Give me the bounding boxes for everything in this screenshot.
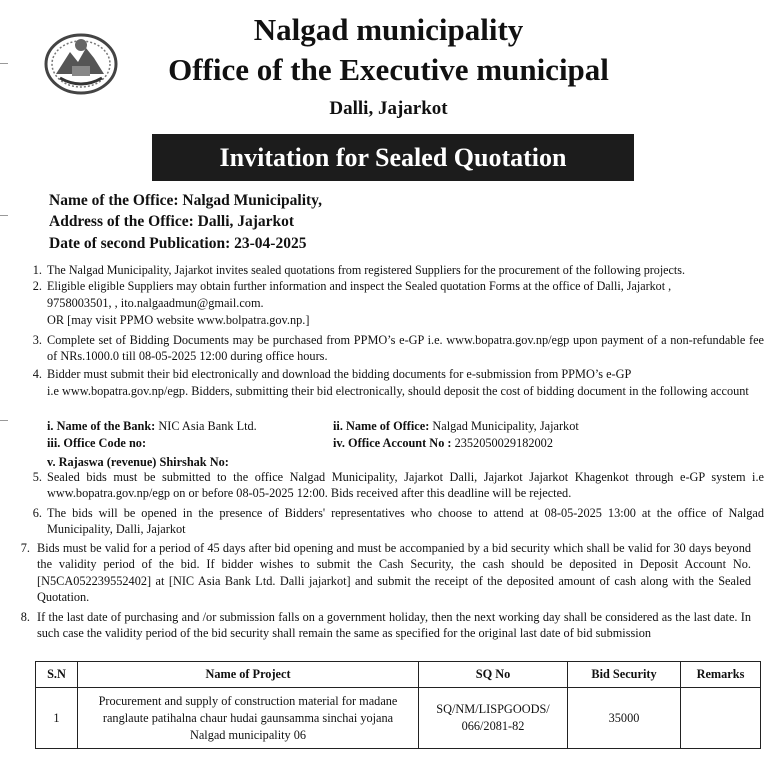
project-line: Procurement and supply of construction material for madane (98, 693, 398, 708)
bank-name-label: i. Name of the Bank: (47, 419, 156, 433)
cell-sq-no (419, 688, 568, 749)
clause-text: OR [may visit PPMO website www.bolpatra.gov.np.] (47, 313, 310, 327)
clause-number: 5. (32, 470, 42, 484)
office-account-value: 2352050029182002 (454, 436, 553, 450)
sq-line: 066/2081-82 (461, 719, 525, 733)
clause-text: The bids will be opened in the presence of Bidders' representatives who choose to attend at 08-05-2025 13:00 at the office of Nalgad Municipality, Dalli, Jajarkot (47, 506, 764, 536)
margin-rule (0, 63, 8, 64)
clause-text: Bids must be valid for a period of 45 days after bid opening and must be accompanied by a bid security which shall be valid for 30 days beyond the validity period of the bid. If bidder wishes to submit the Cash Security, the cash should be deposited in Deposit Account No.[N5CA052239552402] at [NIC Asia Bank Ltd. Dalli jajarkot] and submit the receipt of the deposited amount of cash along with the Sealed Quotation. (37, 541, 751, 604)
clause-text: 9758003501, , ito.nalgaadmun@gmail.com. (47, 296, 264, 310)
col-header-sn: S.N (36, 662, 78, 688)
office-name-line: Name of the Office: Nalgad Municipality, (49, 192, 322, 209)
margin-rule (0, 215, 8, 216)
cell-remarks (681, 688, 761, 749)
clause-text: The Nalgad Municipality, Jajarkot invites sealed quotations from registered Suppliers for the procurement of the following projects. (47, 263, 685, 277)
rajaswa-shirshak (47, 455, 229, 471)
clause-text: Complete set of Bidding Documents may be purchased from PPMO’s e-GP i.e. www.bopatra.gov.np/egp upon payment of a non-refundable fee of NRs.1000.0 till 08-05-2025 12:00 during office hours. (47, 333, 764, 363)
bank-name (47, 419, 257, 435)
office-code (47, 436, 146, 452)
office-address-line: Address of the Office: Dalli, Jajarkot (49, 213, 295, 230)
office-title: Office of the Executive municipal (168, 52, 609, 87)
clause-number: 2. (32, 279, 42, 293)
office-name (333, 419, 579, 435)
office-account-label: iv. Office Account No : (333, 436, 452, 450)
col-header-remarks: Remarks (681, 662, 761, 688)
table-header-row (36, 662, 761, 688)
clause-number: 1. (32, 263, 42, 277)
clause-number: 7. (20, 541, 30, 555)
col-header-project: Name of Project (78, 662, 419, 688)
publication-date-line: Date of second Publication: 23-04-2025 (49, 235, 307, 252)
sq-line: SQ/NM/LISPGOODS/ (436, 702, 550, 716)
notice-banner: Invitation for Sealed Quotation (152, 134, 634, 181)
municipality-name: Nalgad municipality (253, 12, 524, 47)
project-table (35, 661, 761, 749)
cell-bid-security: 35000 (568, 688, 681, 749)
clause-number: 3. (32, 333, 42, 347)
col-header-sq-no: SQ No (419, 662, 568, 688)
office-code-label: iii. Office Code no: (47, 436, 147, 450)
rajaswa-label: v. Rajaswa (revenue) Shirshak No: (47, 455, 229, 469)
clause-text: i.e www.bopatra.gov.np/egp. Bidders, submitting their bid electronically, should deposit the cost of bidding document in the following account (47, 384, 749, 398)
margin-rule (0, 420, 8, 421)
clause-number: 6. (32, 506, 42, 520)
clause-number: 8. (20, 610, 30, 624)
cell-sn: 1 (36, 688, 78, 749)
project-line: ranglaute patihalna chaur hudai gaunsamma sinchai yojana (102, 710, 394, 725)
col-header-bid-security: Bid Security (568, 662, 681, 688)
clause-text: Sealed bids must be submitted to the office Nalgad Municipality, Jajarkot Dalli, Jajarkot Jajarkot Khagenkot through e-GP system i.e www.bopatra.gov.np/egp on or before 08-05-2025 12:00. Bids received after this deadline will be rejected. (47, 470, 764, 500)
cell-project (78, 688, 419, 749)
office-account (333, 436, 553, 452)
office-location: Dalli, Jajarkot (329, 98, 448, 119)
clause-text: Eligible eligible Suppliers may obtain further information and inspect the Sealed quotation Forms at the office of Dalli, Jajarkot , (47, 279, 672, 293)
office-name-value: Nalgad Municipality, Jajarkot (432, 419, 579, 433)
office-name-label: ii. Name of Office: (333, 419, 430, 433)
clause-text: If the last date of purchasing and /or submission falls on a government holiday, then the next working day shall be considered as the last date. In such case the validity period of the bid security shall remain the same as specified for the original last date of bid submission (37, 610, 751, 641)
table-row (36, 688, 761, 749)
clause-number: 4. (32, 367, 42, 381)
clause-text: Bidder must submit their bid electronically and download the bidding documents for e-submission from PPMO’s e-GP (47, 367, 632, 381)
project-line: Nalgad municipality 06 (189, 727, 307, 742)
bank-name-value: NIC Asia Bank Ltd. (158, 419, 257, 433)
